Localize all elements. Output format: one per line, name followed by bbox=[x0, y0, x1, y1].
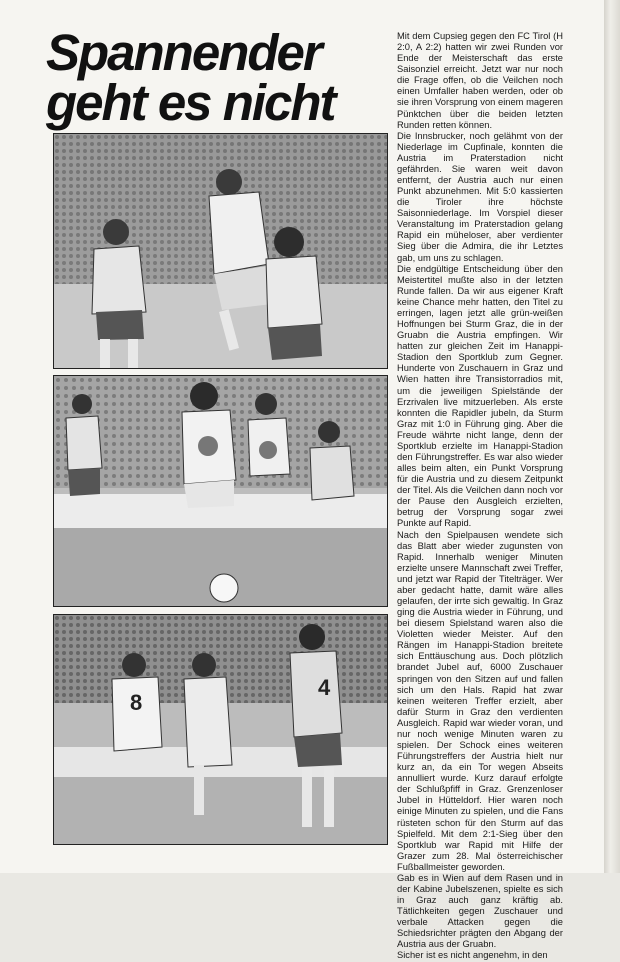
article-paragraph: Mit dem Cupsieg gegen den FC Tirol (H 2:0, A 2:2) hatten wir zwei Runden vor Ende der Meisterschaft das erste Saisonziel erreicht. Jetzt war nur noch die Frage offen, ob die Veilchen noch einen Umfaller haben werden, oder ob sie ihren Vorsprung von einem mageren Pünktchen über die beiden letzten Runden retten können. bbox=[397, 31, 563, 130]
article-paragraph: Gab es in Wien auf dem Rasen und in der Kabine Jubelszenen, spielte es sich in Graz auch ganz kräftig ab. Tätlichkeiten gegen Zuschauer und verbale Attacken gegen die Schiedsrichter prägten den Abgang der Austria aus der Gruabn. bbox=[397, 872, 563, 950]
headline bbox=[46, 24, 396, 131]
photo-middle bbox=[53, 375, 388, 607]
headline-line-1: Spannender bbox=[46, 24, 321, 81]
article-paragraph: Die Innsbrucker, noch gelähmt von der Niederlage im Cupfinale, konnten die Austria im Praterstadion nicht gefährden. Sie waren weit davon entfernt, der Austria auch nur einen Punkt abzunehmen. Mit 5:0 kassierten die Tiroler ihre höchste Saisonniederlage. Im Vorspiel dieser Veranstaltung im Praterstadion gelang Rapid ein müheloser, aber verdienter Sieg über die Admira, die ihr Letztes gab, um uns zu schlagen. bbox=[397, 130, 563, 263]
shirt-number-4: 4 bbox=[318, 675, 331, 700]
photo-top bbox=[53, 133, 388, 369]
article-paragraph: Nach den Spielpausen wendete sich das Blatt aber wieder zugunsten von Rapid. Innerhalb weniger Minuten erzielte unsere Mannschaft zwei Treffer, und jetzt war Rapid der Titelträger. Wer aber gedacht hatte, damit wäre alles gelaufen, der irrte sich gewaltig. In Graz ging die Austria wieder in Führung, und bei diesem Spielstand waren also die Violetten wieder Meister. Auf den Rängen im Hanappi-Stadion breitete sich Enttäuschung aus. Doch plötzlich brandet Jubel auf, 6000 Zuschauer springen von den Sitzen auf und fallen sich um den Hals. Rapid hat zwar keinen weiteren Treffer erzielt, aber dafür Sturm in Graz den verdienten Ausgleich. Rapid war wieder voran, und nur noch wenige Minuten waren zu spielen. Der Schock eines weiteren Führungstreffers der Austria hielt nur kurz an, da ein Tor wegen Abseits annulliert wurde. Kurz darauf erfolgte der Schlußpfiff in Graz. Grenzenloser Jubel in Hütteldorf. Hier waren noch einige Minuten zu spielen, und die Fans rüsteten schon für den Sturm auf das Spielfeld. Mit dem 2:1-Sieg über den Sportklub war Rapid mit Hilfe der Grazer zum 28. Mal österreichischer Fußballmeister geworden. bbox=[397, 529, 563, 872]
article-paragraph: Die endgültige Entscheidung über den Meistertitel mußte also in der letzten Runde fallen. Da wir aus eigener Kraft keine Chance mehr hatten, den Titel zu erringen, lagen jetzt alle grün-weißen Hoffnungen bei Sturm Graz, die in der Gruabn die Austria empfingen. Wir hatten zur gleichen Zeit im Hanappi-Stadion den Sportklub zum Gegner. Hunderte von Zuschauern in Graz und Wien hatten ihre Transistorradios mit, um die jeweiligen Spielstände der Erzrivalen live mitzuerleben. Als erste konnten die Rapidler jubeln, da Sturm Graz mit 1:0 in Führung ging. Aber die Freude währte nicht lange, denn der Sportklub erzielte im Hanappi-Stadion den Führungstreffer. Es war also wieder alles beim alten, ein Punkt Vorsprung für die Austria und zu diesem Zeitpunkt der Titel. Als die Veilchen dann noch vor der Pause den Ausgleich erzielten, betrug der Vorsprung sogar zwei Punkte auf Rapid. bbox=[397, 263, 563, 529]
article-body bbox=[397, 31, 563, 961]
photo-bottom bbox=[53, 614, 388, 845]
headline-line-2: geht es nicht bbox=[46, 74, 335, 131]
article-paragraph: Sicher ist es nicht angenehm, in den bbox=[397, 950, 548, 961]
shirt-number-8: 8 bbox=[130, 690, 143, 715]
page-edge bbox=[604, 0, 620, 873]
